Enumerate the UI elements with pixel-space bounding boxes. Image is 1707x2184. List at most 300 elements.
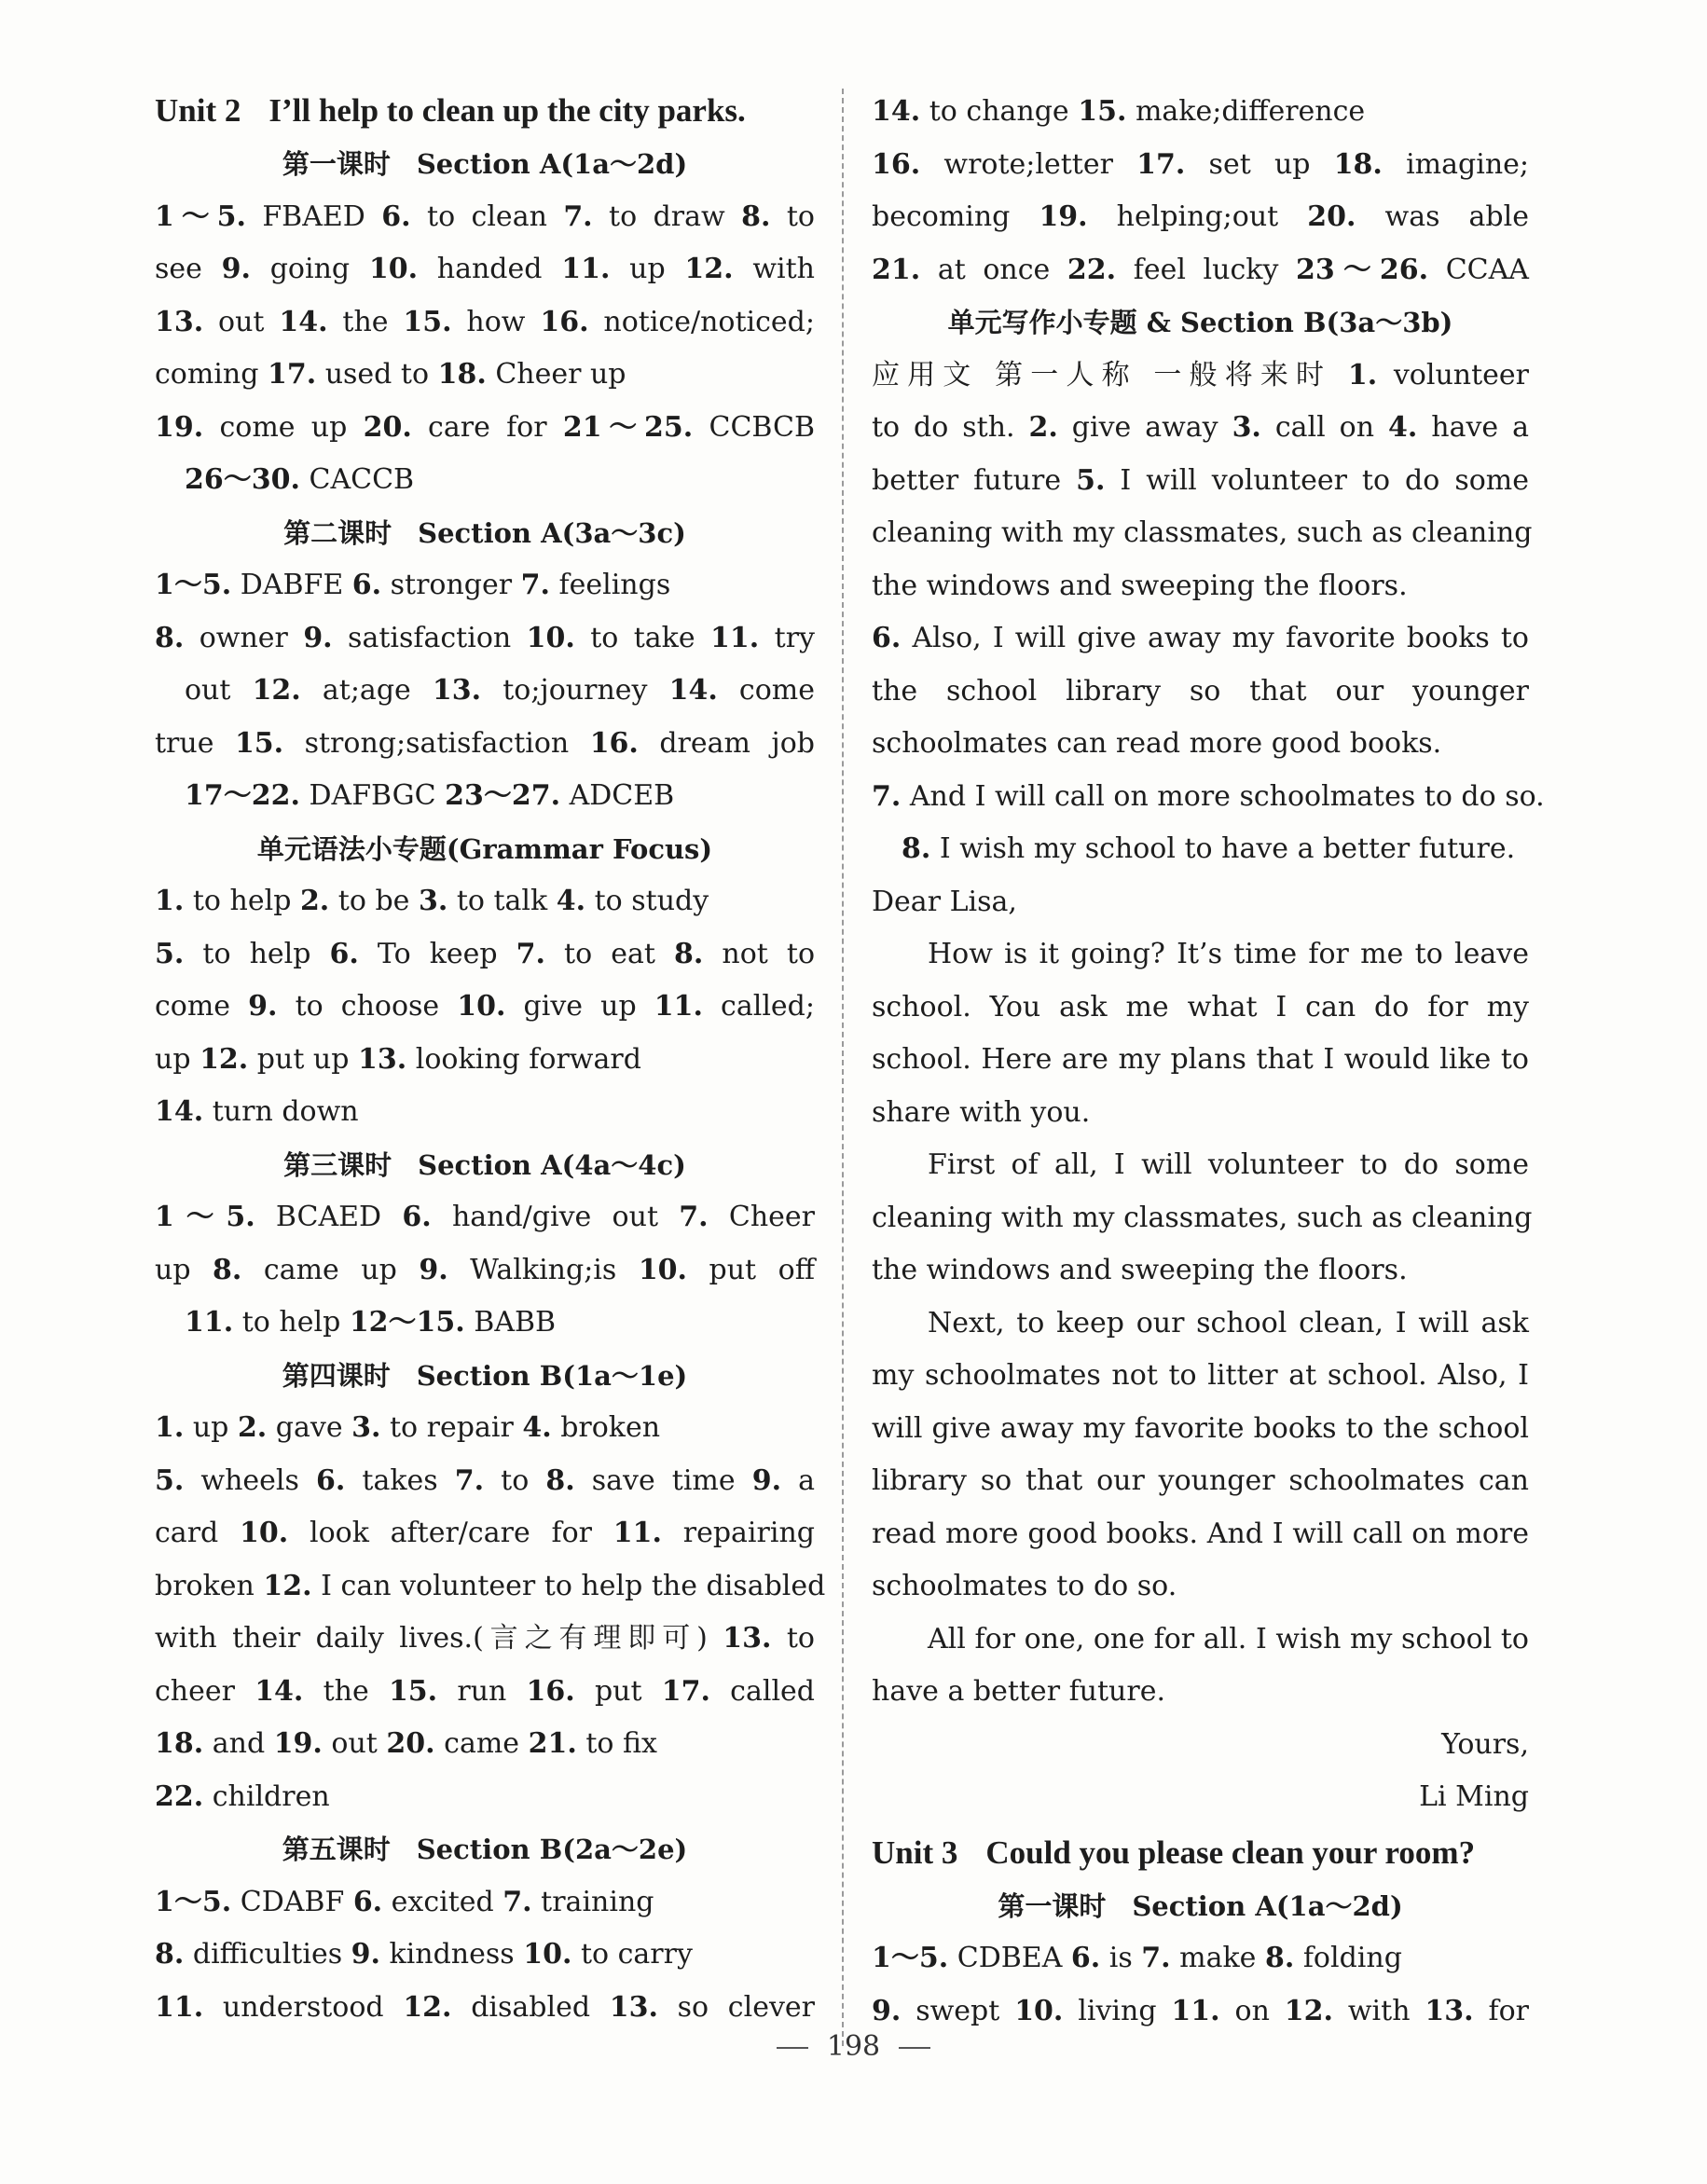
answer-text: came up — [241, 1253, 420, 1286]
answer-text: the windows and sweeping the floors. — [872, 569, 1408, 602]
answer-text: out — [185, 674, 253, 707]
unit-label: Unit 2 — [155, 92, 241, 129]
answer-text: out — [203, 305, 280, 338]
answer-text: looking forward — [406, 1042, 641, 1076]
answer-text: Also, I will give away my favorite books to — [901, 622, 1529, 654]
question-number: 6. — [381, 199, 411, 233]
answer-text: hand/give out — [431, 1201, 680, 1233]
unit-heading: Could you please clean your room? — [985, 1834, 1476, 1871]
answer-text: training — [531, 1885, 654, 1918]
question-number: 10. — [1014, 1994, 1064, 2027]
question-number: 7. — [872, 779, 902, 813]
answer-text: to clean — [410, 199, 564, 233]
answer-text: to talk — [447, 885, 557, 917]
question-number: 3. — [351, 1411, 381, 1444]
answer-block — [872, 1932, 1529, 2038]
section-label: 单元写作小专题 & Section B(3a～3b) — [947, 307, 1453, 338]
question-number: 11. — [561, 253, 611, 285]
answer-text: to change — [920, 95, 1079, 128]
question-number: 18. — [437, 358, 487, 391]
question-number: 7. — [520, 569, 550, 601]
section-heading — [155, 1350, 815, 1403]
letter-line: All for one, one for all. I wish my school to — [928, 1622, 1529, 1655]
section-heading — [155, 138, 815, 191]
letter-line: will give away my favorite books to the school — [872, 1411, 1529, 1445]
answer-text: with their daily lives.(言之有理即可) — [155, 1622, 723, 1655]
section-label: Section B(2a～2e) — [416, 1834, 688, 1865]
answer-text: give up — [505, 990, 654, 1023]
question-number: 2. — [237, 1411, 268, 1444]
answer-text: to take — [574, 621, 711, 654]
question-number: 1. — [155, 1411, 185, 1444]
question-number: 6. — [315, 1463, 346, 1497]
answer-text: came — [434, 1727, 529, 1760]
answer-text: put — [574, 1674, 662, 1708]
answer-text: called; — [702, 990, 815, 1023]
answer-text: schoolmates can read more good books. — [872, 727, 1442, 760]
column-divider — [842, 89, 844, 2046]
answer-text: CDABF — [231, 1885, 353, 1918]
question-number: 19. — [155, 410, 204, 444]
section-label: Section A(4a～4c) — [418, 1148, 686, 1181]
question-number: 21～25. — [562, 410, 694, 444]
answer-line — [872, 402, 1529, 455]
question-number: 6. — [872, 622, 902, 654]
question-number: 8. — [902, 832, 931, 865]
question-number: 11. — [654, 990, 703, 1023]
lesson-label: 第四课时 — [282, 1359, 391, 1392]
answer-line — [155, 1929, 815, 1982]
question-number: 3. — [418, 885, 448, 917]
question-number: 15. — [403, 305, 452, 338]
answer-text: becoming — [872, 200, 1039, 233]
letter-line: First of all, I will volunteer to do some — [928, 1148, 1529, 1181]
question-number: 17～22. — [185, 779, 300, 812]
letter-line: share with you. — [872, 1095, 1091, 1129]
answer-text: notice/noticed; — [588, 305, 815, 338]
answer-text: strong;satisfaction — [283, 726, 590, 760]
answer-line — [872, 1932, 1529, 1985]
answer-line — [155, 1982, 815, 2035]
answer-text: broken — [551, 1411, 661, 1444]
section-label: Section A(1a～2d) — [416, 148, 688, 180]
letter-line: school. You ask me what I can do for my — [872, 990, 1529, 1023]
question-number: 10. — [240, 1517, 289, 1549]
answer-line — [872, 139, 1529, 192]
question-number: 16. — [526, 1674, 575, 1708]
question-number: 11. — [1171, 1994, 1220, 2027]
answer-line — [155, 1876, 815, 1930]
answer-line — [155, 875, 815, 928]
answer-text: stronger — [381, 569, 521, 601]
letter-greeting: Dear Lisa, — [872, 885, 1017, 918]
question-number: 17. — [267, 358, 317, 391]
letter-line: cleaning with my classmates, such as cleaning — [872, 1201, 1533, 1234]
answer-line — [155, 1560, 826, 1614]
answer-text: ADCEB — [560, 779, 675, 812]
answer-text: kindness — [379, 1938, 524, 1971]
question-number: 1～5. — [872, 1942, 949, 1974]
answer-text: gave — [267, 1411, 352, 1444]
page-number-value: 198 — [826, 2030, 881, 2063]
answer-text: coming — [155, 358, 268, 391]
question-number: 6. — [329, 937, 359, 970]
answer-text: cheer — [155, 1674, 255, 1708]
question-number: 12. — [200, 1042, 249, 1076]
answer-text: look after/care for — [288, 1517, 613, 1549]
answer-text: to draw — [592, 199, 742, 233]
answer-text: to — [771, 1622, 815, 1655]
answer-line — [155, 296, 815, 350]
answer-line — [155, 191, 815, 244]
answer-text: put up — [248, 1042, 358, 1076]
question-number: 14. — [872, 95, 921, 128]
answer-line — [155, 243, 815, 296]
answer-text: wrote;letter — [920, 147, 1137, 181]
question-number: 1～5. — [155, 569, 232, 601]
question-number: 5. — [155, 1463, 185, 1497]
question-number: 10. — [526, 621, 575, 654]
answer-text: is — [1100, 1942, 1142, 1974]
answer-text: to choose — [277, 990, 458, 1023]
answer-text: Walking;is — [447, 1253, 639, 1286]
answer-line — [155, 1402, 815, 1455]
question-number: 19. — [1039, 200, 1088, 233]
answer-line — [155, 1455, 815, 1508]
answer-line — [872, 86, 1529, 139]
letter-line: schoolmates to do so. — [872, 1570, 1177, 1602]
answer-line — [155, 1718, 815, 1771]
answer-line — [155, 1771, 815, 1824]
letter-line: school. Here are my plans that I would like to — [872, 1043, 1529, 1076]
question-number: 13. — [155, 305, 204, 338]
answer-text: better future — [872, 463, 1077, 497]
answer-text: swept — [901, 1994, 1015, 2027]
answer-line — [155, 1191, 815, 1244]
answer-text: I wish my school to have a better future. — [930, 832, 1516, 865]
question-number: 20. — [1307, 200, 1356, 233]
answer-line — [155, 559, 815, 612]
question-number: 8. — [545, 1463, 575, 1497]
question-number: 8. — [1264, 1942, 1295, 1974]
question-number: 10. — [523, 1938, 572, 1971]
letter-closing: Yours, — [1441, 1727, 1529, 1761]
question-number: 4. — [522, 1411, 552, 1444]
page-number — [0, 2030, 1707, 2063]
question-number: 14. — [279, 305, 328, 338]
question-number: 20. — [363, 410, 412, 444]
question-number: 14. — [155, 1095, 204, 1128]
answer-text: Cheer up — [486, 358, 626, 391]
answer-text: not to — [703, 937, 816, 970]
answer-text: to study — [585, 885, 709, 917]
question-number: 16. — [589, 726, 639, 760]
answer-text: make;difference — [1126, 95, 1366, 128]
question-number: 7. — [502, 1885, 532, 1918]
answer-text: difficulties — [184, 1938, 351, 1971]
answer-text: to fix — [576, 1727, 657, 1760]
answer-text: with — [1332, 1994, 1425, 2027]
section-heading — [872, 1880, 1529, 1933]
answer-line — [155, 612, 815, 666]
unit-3-title — [872, 1826, 1529, 1880]
answer-text: To keep — [358, 937, 516, 970]
answer-text: to — [484, 1463, 546, 1497]
answer-text: understood — [203, 1990, 404, 2024]
answer-text: imagine; — [1382, 147, 1529, 181]
question-number: 26～30. — [185, 463, 300, 496]
unit-label: Unit 3 — [872, 1834, 958, 1871]
answer-text: card — [155, 1517, 241, 1549]
answer-line — [155, 1507, 815, 1560]
question-number: 21. — [872, 253, 921, 286]
answer-block — [155, 559, 815, 823]
question-number: 8. — [155, 621, 185, 654]
answer-line — [155, 1086, 815, 1139]
answer-line — [872, 612, 1529, 666]
question-number: 15. — [388, 1674, 438, 1708]
answer-text: I can volunteer to help the disabled — [311, 1569, 826, 1602]
question-number: 14. — [255, 1674, 304, 1708]
answer-text: DABFE — [231, 569, 352, 601]
answer-text: turn down — [203, 1095, 359, 1128]
lesson-label: 第一课时 — [282, 148, 391, 180]
answer-block — [155, 875, 815, 1139]
question-number: 16. — [872, 147, 921, 181]
question-number: 10. — [457, 990, 506, 1023]
answer-line — [155, 770, 815, 823]
answer-text: out — [322, 1727, 387, 1760]
question-number: 11. — [185, 1306, 234, 1339]
letter-signature: Li Ming — [1419, 1780, 1529, 1813]
letter-line: read more good books. And I will call on more — [872, 1517, 1529, 1550]
answer-text: with — [733, 253, 815, 285]
question-number: 11. — [710, 621, 760, 654]
letter-body — [872, 928, 1533, 1719]
answer-text: And I will call on more schoolmates to do so. — [901, 779, 1545, 813]
answer-text: try — [759, 621, 815, 654]
question-number: 17. — [661, 1674, 710, 1708]
question-number: 20. — [386, 1727, 435, 1760]
question-number: 17. — [1136, 147, 1186, 181]
answer-text: the school library so that our younger — [872, 674, 1529, 707]
answer-block — [155, 1876, 815, 2035]
lesson-label: 第二课时 — [283, 516, 392, 549]
question-number: 10. — [638, 1253, 688, 1286]
question-number: 22. — [1067, 253, 1117, 286]
question-number: 18. — [155, 1727, 204, 1760]
answer-text: folding — [1294, 1942, 1402, 1974]
answer-line — [155, 402, 815, 455]
answer-block — [155, 191, 815, 507]
section-label: Section A(3a～3c) — [418, 516, 686, 549]
question-number: 14. — [668, 674, 718, 707]
question-number: 1. — [1347, 358, 1378, 391]
question-number: 15. — [1078, 95, 1127, 128]
question-number: 9. — [419, 1253, 448, 1286]
answer-text: to help — [184, 937, 330, 970]
letter-line: have a better future. — [872, 1675, 1165, 1708]
answer-text: to carry — [571, 1938, 693, 1971]
question-number: 5. — [155, 937, 185, 970]
lesson-label: 第一课时 — [998, 1889, 1107, 1922]
answer-text: on — [1219, 1994, 1285, 2027]
answer-text: CACCB — [299, 463, 415, 496]
question-number: 1～5. — [155, 1201, 255, 1233]
answer-block — [155, 1402, 826, 1823]
question-number: 13. — [609, 1990, 658, 2024]
answer-text: satisfaction — [332, 621, 527, 654]
answer-text: wheels — [184, 1463, 316, 1497]
letter-line: Next, to keep our school clean, I will ask — [928, 1306, 1529, 1339]
answer-text: up — [155, 1253, 213, 1286]
question-number: 9. — [751, 1463, 782, 1497]
question-number: 23～26. — [1296, 253, 1429, 286]
answer-text: how — [451, 305, 541, 338]
answer-text: repairing — [661, 1517, 815, 1549]
answer-line — [872, 771, 1545, 824]
answer-text: used to — [316, 358, 438, 391]
answer-text: cleaning with my classmates, such as cleaning — [872, 516, 1533, 549]
answer-line — [872, 507, 1533, 560]
answer-text: CCAA — [1428, 253, 1529, 286]
question-number: 2. — [299, 885, 330, 917]
question-number: 6. — [351, 569, 382, 601]
question-number: 16. — [540, 305, 589, 338]
answer-text: owner — [184, 621, 304, 654]
lesson-label: 第五课时 — [282, 1834, 391, 1865]
answer-text: FBAED — [245, 199, 382, 233]
question-number: 4. — [1387, 411, 1418, 444]
question-number: 1～5. — [155, 199, 246, 233]
answer-text: DAFBGC — [299, 779, 446, 812]
question-number: 8. — [674, 937, 704, 970]
answer-text: 应用文 第一人称 一般将来时 — [872, 358, 1348, 391]
answer-line — [872, 455, 1529, 508]
answer-text: call on — [1260, 411, 1388, 444]
answer-text: takes — [345, 1463, 455, 1497]
answer-line — [155, 928, 815, 982]
right-column — [872, 86, 1545, 2038]
answer-line — [872, 718, 1529, 771]
answer-text: BCAED — [255, 1201, 403, 1233]
answer-text: see — [155, 253, 222, 285]
answer-text: handed — [418, 253, 562, 285]
question-number: 3. — [1232, 411, 1261, 444]
question-number: 7. — [516, 937, 545, 970]
question-number: 8. — [213, 1253, 242, 1286]
answer-text: at once — [920, 253, 1067, 286]
answer-text: CCBCB — [693, 410, 816, 444]
unit-2-title — [155, 84, 815, 138]
answer-line — [155, 349, 815, 402]
answer-text: feel lucky — [1116, 253, 1297, 286]
question-number: 9. — [248, 990, 278, 1023]
answer-text: BABB — [464, 1306, 557, 1339]
question-number: 10. — [368, 253, 419, 285]
answer-text: put off — [687, 1253, 816, 1286]
dash — [777, 2047, 808, 2049]
answer-text: broken — [155, 1569, 264, 1602]
answer-text: to — [770, 199, 815, 233]
answer-line — [155, 1297, 815, 1350]
answer-line — [155, 1613, 815, 1666]
question-number: 6. — [402, 1201, 432, 1233]
answer-text: going — [250, 253, 369, 285]
answer-text: for — [1473, 1994, 1529, 2027]
answer-text: children — [203, 1779, 330, 1813]
question-number: 18. — [1333, 147, 1383, 181]
question-number: 12. — [403, 1990, 452, 2024]
question-number: 13. — [357, 1042, 407, 1076]
question-number: 9. — [351, 1938, 380, 1971]
section-heading — [155, 507, 815, 560]
question-number: 12. — [263, 1569, 312, 1602]
answer-line — [872, 560, 1529, 613]
question-number: 8. — [741, 199, 771, 233]
question-number: 1～5. — [155, 1885, 232, 1918]
question-number: 22. — [155, 1779, 204, 1813]
answer-text: at;age — [300, 674, 433, 707]
answer-text: and — [203, 1727, 274, 1760]
answer-line — [155, 981, 815, 1034]
answer-text: feelings — [549, 569, 671, 601]
answer-line — [155, 718, 815, 771]
question-number: 12. — [252, 674, 301, 707]
section-heading — [155, 1139, 815, 1192]
question-number: 13. — [723, 1622, 772, 1655]
answer-text: to repair — [380, 1411, 523, 1444]
answer-line — [872, 666, 1529, 719]
question-number: 11. — [155, 1990, 204, 2024]
answer-text: CDBEA — [948, 1942, 1071, 1974]
question-number: 9. — [221, 253, 251, 285]
section-heading — [872, 296, 1529, 350]
answer-text: up — [184, 1411, 238, 1444]
letter-line: How is it going? It’s time for me to leave — [928, 938, 1529, 970]
question-number: 11. — [613, 1517, 662, 1549]
answer-text: so clever — [657, 1990, 815, 2024]
answer-line — [155, 454, 815, 507]
question-number: 2. — [1028, 411, 1058, 444]
letter-line: library so that our younger schoolmates can — [872, 1464, 1529, 1497]
answer-block — [155, 1191, 815, 1350]
section-heading — [155, 823, 815, 876]
question-number: 21. — [528, 1727, 577, 1760]
question-number: 7. — [563, 199, 593, 233]
answer-text: come up — [203, 410, 364, 444]
answer-text: I will volunteer to do some — [1105, 463, 1529, 497]
question-number: 7. — [679, 1201, 709, 1233]
question-number: 23～27. — [445, 779, 561, 812]
question-number: 5. — [1076, 463, 1106, 497]
question-number: 7. — [454, 1463, 485, 1497]
answer-block — [872, 86, 1529, 296]
answer-text: make — [1170, 1942, 1265, 1974]
answer-text: true — [155, 726, 235, 760]
answer-text: to help — [233, 1306, 350, 1339]
answer-text: to be — [329, 885, 419, 917]
question-number: 7. — [1141, 1942, 1171, 1974]
section-heading — [155, 1823, 815, 1876]
answer-line — [872, 350, 1529, 403]
answer-text: come — [155, 990, 249, 1023]
answer-text: come — [717, 674, 815, 707]
answer-line — [872, 823, 1529, 876]
left-column — [155, 84, 826, 2034]
question-number: 1. — [155, 885, 185, 917]
question-number: 19. — [273, 1727, 323, 1760]
